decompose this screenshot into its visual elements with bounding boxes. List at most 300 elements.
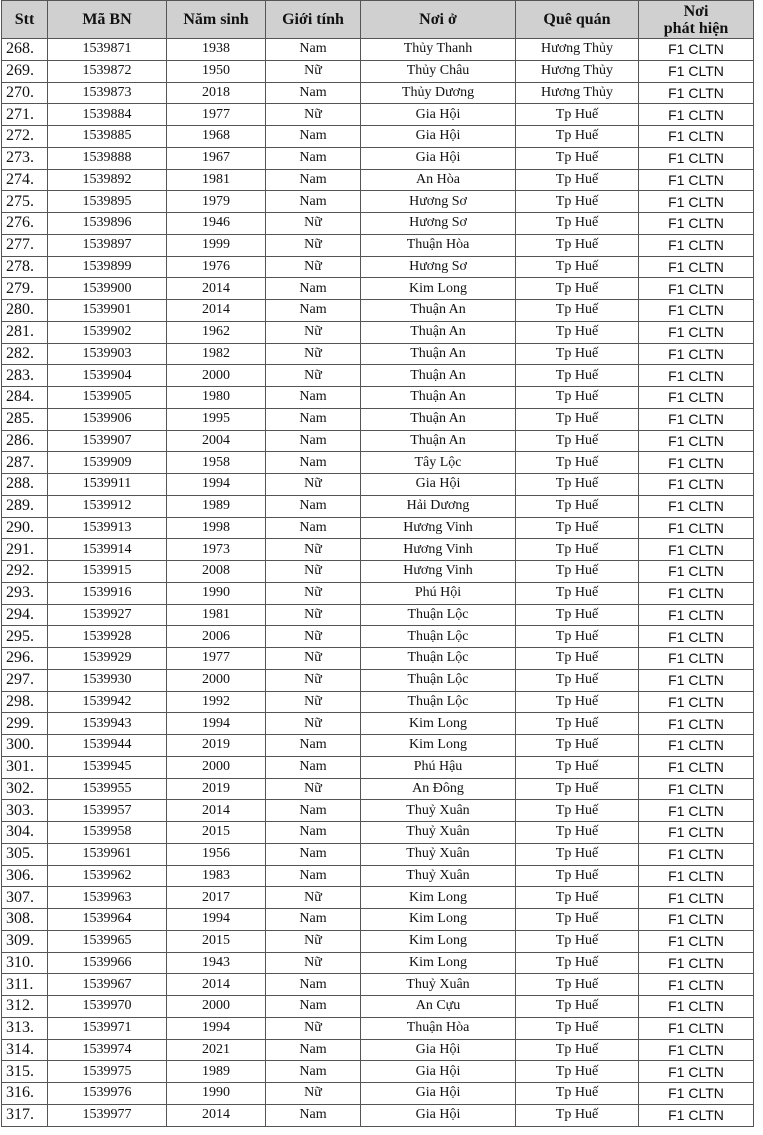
cell-nam-sinh: 1994 <box>167 713 266 735</box>
cell-ma-bn: 1539900 <box>48 278 167 300</box>
cell-ma-bn: 1539961 <box>48 843 167 865</box>
cell-noi-o: Hương Vinh <box>361 517 516 539</box>
cell-noi-o: Thuận Lộc <box>361 669 516 691</box>
cell-gioi-tinh: Nữ <box>266 1083 361 1105</box>
cell-que-quan: Tp Huế <box>516 147 639 169</box>
cell-gioi-tinh: Nữ <box>266 213 361 235</box>
cell-stt: 304. <box>2 822 48 844</box>
cell-nam-sinh: 1962 <box>167 321 266 343</box>
cell-gioi-tinh: Nữ <box>266 604 361 626</box>
cell-nam-sinh: 2000 <box>167 996 266 1018</box>
cell-nam-sinh: 1950 <box>167 60 266 82</box>
cell-stt: 284. <box>2 387 48 409</box>
cell-noi-o: Hương Sơ <box>361 191 516 213</box>
cell-noi-phat-hien: F1 CLTN <box>639 648 754 670</box>
cell-noi-o: Hương Vinh <box>361 539 516 561</box>
cell-stt: 292. <box>2 561 48 583</box>
table-row <box>2 691 754 713</box>
cell-noi-phat-hien: F1 CLTN <box>639 408 754 430</box>
cell-ma-bn: 1539970 <box>48 996 167 1018</box>
cell-gioi-tinh: Nam <box>266 800 361 822</box>
cell-noi-o: Thuỷ Xuân <box>361 800 516 822</box>
cell-noi-phat-hien: F1 CLTN <box>639 387 754 409</box>
cell-stt: 286. <box>2 430 48 452</box>
cell-noi-phat-hien: F1 CLTN <box>639 169 754 191</box>
cell-ma-bn: 1539966 <box>48 952 167 974</box>
table-row <box>2 996 754 1018</box>
cell-gioi-tinh: Nam <box>266 974 361 996</box>
cell-ma-bn: 1539896 <box>48 213 167 235</box>
table-row <box>2 974 754 996</box>
cell-ma-bn: 1539899 <box>48 256 167 278</box>
cell-ma-bn: 1539927 <box>48 604 167 626</box>
cell-nam-sinh: 1989 <box>167 1061 266 1083</box>
cell-noi-o: Gia Hội <box>361 147 516 169</box>
cell-que-quan: Tp Huế <box>516 213 639 235</box>
cell-noi-o: Gia Hội <box>361 126 516 148</box>
cell-que-quan: Tp Huế <box>516 1039 639 1061</box>
cell-noi-o: Gia Hội <box>361 104 516 126</box>
cell-que-quan: Tp Huế <box>516 756 639 778</box>
cell-que-quan: Tp Huế <box>516 1104 639 1126</box>
cell-nam-sinh: 2006 <box>167 626 266 648</box>
cell-nam-sinh: 1989 <box>167 495 266 517</box>
table-row <box>2 278 754 300</box>
cell-stt: 283. <box>2 365 48 387</box>
cell-gioi-tinh: Nam <box>266 39 361 61</box>
cell-stt: 307. <box>2 887 48 909</box>
cell-noi-phat-hien: F1 CLTN <box>639 735 754 757</box>
cell-ma-bn: 1539943 <box>48 713 167 735</box>
cell-gioi-tinh: Nữ <box>266 626 361 648</box>
cell-noi-phat-hien: F1 CLTN <box>639 452 754 474</box>
cell-nam-sinh: 2019 <box>167 778 266 800</box>
cell-ma-bn: 1539977 <box>48 1104 167 1126</box>
cell-que-quan: Tp Huế <box>516 626 639 648</box>
cell-ma-bn: 1539971 <box>48 1017 167 1039</box>
cell-stt: 315. <box>2 1061 48 1083</box>
cell-gioi-tinh: Nữ <box>266 365 361 387</box>
cell-noi-o: Gia Hội <box>361 1061 516 1083</box>
cell-ma-bn: 1539945 <box>48 756 167 778</box>
cell-nam-sinh: 1968 <box>167 126 266 148</box>
cell-nam-sinh: 2014 <box>167 1104 266 1126</box>
cell-ma-bn: 1539963 <box>48 887 167 909</box>
cell-nam-sinh: 2017 <box>167 887 266 909</box>
table-row <box>2 930 754 952</box>
cell-gioi-tinh: Nam <box>266 430 361 452</box>
cell-stt: 296. <box>2 648 48 670</box>
table-row <box>2 604 754 626</box>
table-row <box>2 843 754 865</box>
cell-noi-phat-hien: F1 CLTN <box>639 39 754 61</box>
cell-noi-o: Thuận An <box>361 321 516 343</box>
cell-noi-o: An Đông <box>361 778 516 800</box>
cell-ma-bn: 1539892 <box>48 169 167 191</box>
cell-gioi-tinh: Nam <box>266 517 361 539</box>
cell-stt: 276. <box>2 213 48 235</box>
cell-que-quan: Tp Huế <box>516 1017 639 1039</box>
cell-stt: 297. <box>2 669 48 691</box>
cell-ma-bn: 1539872 <box>48 60 167 82</box>
table-row <box>2 648 754 670</box>
cell-nam-sinh: 1994 <box>167 474 266 496</box>
cell-noi-o: Phú Hậu <box>361 756 516 778</box>
cell-stt: 282. <box>2 343 48 365</box>
cell-stt: 273. <box>2 147 48 169</box>
cell-noi-phat-hien: F1 CLTN <box>639 234 754 256</box>
cell-noi-phat-hien: F1 CLTN <box>639 1061 754 1083</box>
cell-gioi-tinh: Nữ <box>266 930 361 952</box>
table-row <box>2 865 754 887</box>
cell-gioi-tinh: Nữ <box>266 713 361 735</box>
table-row <box>2 387 754 409</box>
cell-nam-sinh: 2008 <box>167 561 266 583</box>
table-row <box>2 256 754 278</box>
cell-gioi-tinh: Nam <box>266 996 361 1018</box>
cell-ma-bn: 1539964 <box>48 909 167 931</box>
table-row <box>2 343 754 365</box>
cell-stt: 287. <box>2 452 48 474</box>
cell-nam-sinh: 1979 <box>167 191 266 213</box>
table-row <box>2 430 754 452</box>
cell-noi-o: Thủy Thanh <box>361 39 516 61</box>
cell-gioi-tinh: Nam <box>266 191 361 213</box>
cell-ma-bn: 1539944 <box>48 735 167 757</box>
table-row <box>2 213 754 235</box>
cell-stt: 289. <box>2 495 48 517</box>
cell-noi-o: Kim Long <box>361 735 516 757</box>
cell-nam-sinh: 1977 <box>167 648 266 670</box>
cell-ma-bn: 1539916 <box>48 582 167 604</box>
table-row <box>2 1017 754 1039</box>
cell-nam-sinh: 2018 <box>167 82 266 104</box>
cell-noi-o: Thuỷ Xuân <box>361 974 516 996</box>
cell-que-quan: Hương Thủy <box>516 39 639 61</box>
cell-nam-sinh: 1956 <box>167 843 266 865</box>
cell-stt: 272. <box>2 126 48 148</box>
cell-noi-o: Thủy Châu <box>361 60 516 82</box>
cell-noi-phat-hien: F1 CLTN <box>639 495 754 517</box>
cell-noi-phat-hien: F1 CLTN <box>639 669 754 691</box>
cell-ma-bn: 1539888 <box>48 147 167 169</box>
cell-noi-phat-hien: F1 CLTN <box>639 1083 754 1105</box>
cell-noi-phat-hien: F1 CLTN <box>639 60 754 82</box>
cell-gioi-tinh: Nam <box>266 735 361 757</box>
cell-gioi-tinh: Nữ <box>266 778 361 800</box>
cell-noi-phat-hien: F1 CLTN <box>639 561 754 583</box>
cell-noi-o: Thuận An <box>361 430 516 452</box>
cell-stt: 305. <box>2 843 48 865</box>
cell-que-quan: Tp Huế <box>516 430 639 452</box>
cell-gioi-tinh: Nữ <box>266 60 361 82</box>
cell-gioi-tinh: Nam <box>266 865 361 887</box>
table-row <box>2 452 754 474</box>
cell-noi-o: Kim Long <box>361 952 516 974</box>
table-row <box>2 82 754 104</box>
cell-nam-sinh: 1994 <box>167 909 266 931</box>
cell-que-quan: Tp Huế <box>516 517 639 539</box>
cell-ma-bn: 1539929 <box>48 648 167 670</box>
cell-noi-phat-hien: F1 CLTN <box>639 126 754 148</box>
cell-gioi-tinh: Nam <box>266 452 361 474</box>
cell-ma-bn: 1539885 <box>48 126 167 148</box>
cell-que-quan: Tp Huế <box>516 822 639 844</box>
cell-nam-sinh: 2000 <box>167 756 266 778</box>
table-row <box>2 713 754 735</box>
cell-noi-phat-hien: F1 CLTN <box>639 365 754 387</box>
table-row <box>2 756 754 778</box>
cell-ma-bn: 1539884 <box>48 104 167 126</box>
cell-nam-sinh: 2015 <box>167 822 266 844</box>
cell-stt: 278. <box>2 256 48 278</box>
cell-noi-o: Thuận An <box>361 408 516 430</box>
cell-ma-bn: 1539930 <box>48 669 167 691</box>
cell-stt: 269. <box>2 60 48 82</box>
cell-nam-sinh: 1958 <box>167 452 266 474</box>
header-row <box>2 1 754 39</box>
table-row <box>2 1061 754 1083</box>
cell-noi-phat-hien: F1 CLTN <box>639 626 754 648</box>
cell-gioi-tinh: Nữ <box>266 648 361 670</box>
table-row <box>2 169 754 191</box>
cell-que-quan: Tp Huế <box>516 800 639 822</box>
cell-ma-bn: 1539928 <box>48 626 167 648</box>
cell-noi-phat-hien: F1 CLTN <box>639 1104 754 1126</box>
cell-que-quan: Tp Huế <box>516 1083 639 1105</box>
cell-noi-o: Thuận An <box>361 387 516 409</box>
cell-nam-sinh: 1994 <box>167 1017 266 1039</box>
table-row <box>2 300 754 322</box>
header-nam-sinh: Năm sinh <box>167 1 266 39</box>
cell-nam-sinh: 2014 <box>167 300 266 322</box>
table-row <box>2 1104 754 1126</box>
cell-noi-phat-hien: F1 CLTN <box>639 474 754 496</box>
table-row <box>2 778 754 800</box>
cell-ma-bn: 1539907 <box>48 430 167 452</box>
cell-noi-phat-hien: F1 CLTN <box>639 343 754 365</box>
table-row <box>2 408 754 430</box>
cell-que-quan: Tp Huế <box>516 278 639 300</box>
cell-nam-sinh: 2004 <box>167 430 266 452</box>
cell-que-quan: Tp Huế <box>516 234 639 256</box>
cell-gioi-tinh: Nữ <box>266 343 361 365</box>
cell-gioi-tinh: Nam <box>266 408 361 430</box>
cell-nam-sinh: 2021 <box>167 1039 266 1061</box>
cell-noi-phat-hien: F1 CLTN <box>639 256 754 278</box>
cell-gioi-tinh: Nữ <box>266 561 361 583</box>
table-row <box>2 1083 754 1105</box>
cell-ma-bn: 1539958 <box>48 822 167 844</box>
cell-ma-bn: 1539897 <box>48 234 167 256</box>
cell-que-quan: Tp Huế <box>516 1061 639 1083</box>
header-que-quan: Quê quán <box>516 1 639 39</box>
cell-ma-bn: 1539915 <box>48 561 167 583</box>
cell-stt: 271. <box>2 104 48 126</box>
cell-gioi-tinh: Nam <box>266 909 361 931</box>
header-stt: Stt <box>2 1 48 39</box>
cell-noi-phat-hien: F1 CLTN <box>639 713 754 735</box>
cell-noi-phat-hien: F1 CLTN <box>639 278 754 300</box>
cell-noi-phat-hien: F1 CLTN <box>639 865 754 887</box>
cell-noi-o: Thuỷ Xuân <box>361 865 516 887</box>
cell-noi-phat-hien: F1 CLTN <box>639 213 754 235</box>
cell-noi-phat-hien: F1 CLTN <box>639 996 754 1018</box>
cell-que-quan: Tp Huế <box>516 909 639 931</box>
cell-que-quan: Tp Huế <box>516 582 639 604</box>
table-header <box>2 1 754 39</box>
cell-stt: 316. <box>2 1083 48 1105</box>
table-row <box>2 191 754 213</box>
cell-stt: 285. <box>2 408 48 430</box>
cell-nam-sinh: 1981 <box>167 169 266 191</box>
cell-nam-sinh: 1977 <box>167 104 266 126</box>
cell-noi-phat-hien: F1 CLTN <box>639 887 754 909</box>
cell-gioi-tinh: Nam <box>266 1039 361 1061</box>
cell-gioi-tinh: Nam <box>266 147 361 169</box>
cell-noi-phat-hien: F1 CLTN <box>639 104 754 126</box>
cell-nam-sinh: 2014 <box>167 800 266 822</box>
cell-noi-o: Thuận Lộc <box>361 648 516 670</box>
cell-que-quan: Tp Huế <box>516 321 639 343</box>
cell-gioi-tinh: Nam <box>266 756 361 778</box>
cell-que-quan: Hương Thủy <box>516 82 639 104</box>
cell-que-quan: Tp Huế <box>516 126 639 148</box>
cell-noi-o: Hải Dương <box>361 495 516 517</box>
cell-nam-sinh: 1990 <box>167 1083 266 1105</box>
table-row <box>2 104 754 126</box>
cell-noi-o: Gia Hội <box>361 1104 516 1126</box>
cell-noi-phat-hien: F1 CLTN <box>639 756 754 778</box>
table-row <box>2 39 754 61</box>
cell-noi-phat-hien: F1 CLTN <box>639 930 754 952</box>
cell-gioi-tinh: Nữ <box>266 691 361 713</box>
cell-nam-sinh: 1976 <box>167 256 266 278</box>
cell-noi-o: An Cựu <box>361 996 516 1018</box>
cell-nam-sinh: 1983 <box>167 865 266 887</box>
cell-que-quan: Tp Huế <box>516 495 639 517</box>
cell-stt: 281. <box>2 321 48 343</box>
cell-nam-sinh: 1995 <box>167 408 266 430</box>
cell-que-quan: Tp Huế <box>516 191 639 213</box>
cell-noi-o: Gia Hội <box>361 1083 516 1105</box>
cell-stt: 275. <box>2 191 48 213</box>
cell-noi-o: Thuận Lộc <box>361 604 516 626</box>
cell-gioi-tinh: Nam <box>266 822 361 844</box>
cell-noi-phat-hien: F1 CLTN <box>639 909 754 931</box>
cell-gioi-tinh: Nam <box>266 843 361 865</box>
cell-noi-o: Thuận Lộc <box>361 691 516 713</box>
cell-que-quan: Tp Huế <box>516 300 639 322</box>
cell-ma-bn: 1539871 <box>48 39 167 61</box>
cell-gioi-tinh: Nữ <box>266 887 361 909</box>
table-body <box>2 39 754 1127</box>
cell-stt: 268. <box>2 39 48 61</box>
cell-que-quan: Tp Huế <box>516 539 639 561</box>
cell-stt: 270. <box>2 82 48 104</box>
cell-stt: 293. <box>2 582 48 604</box>
table-row <box>2 669 754 691</box>
cell-nam-sinh: 1946 <box>167 213 266 235</box>
table-row <box>2 517 754 539</box>
cell-ma-bn: 1539965 <box>48 930 167 952</box>
cell-noi-phat-hien: F1 CLTN <box>639 800 754 822</box>
cell-nam-sinh: 1990 <box>167 582 266 604</box>
cell-stt: 279. <box>2 278 48 300</box>
cell-gioi-tinh: Nữ <box>266 582 361 604</box>
cell-noi-phat-hien: F1 CLTN <box>639 952 754 974</box>
cell-gioi-tinh: Nam <box>266 300 361 322</box>
cell-ma-bn: 1539873 <box>48 82 167 104</box>
cell-stt: 317. <box>2 1104 48 1126</box>
cell-noi-o: Thuận Hòa <box>361 1017 516 1039</box>
cell-que-quan: Tp Huế <box>516 996 639 1018</box>
cell-noi-o: Kim Long <box>361 278 516 300</box>
header-ma-bn: Mã BN <box>48 1 167 39</box>
cell-stt: 298. <box>2 691 48 713</box>
cell-noi-phat-hien: F1 CLTN <box>639 822 754 844</box>
cell-que-quan: Tp Huế <box>516 930 639 952</box>
cell-que-quan: Tp Huế <box>516 104 639 126</box>
cell-ma-bn: 1539975 <box>48 1061 167 1083</box>
cell-stt: 310. <box>2 952 48 974</box>
cell-noi-phat-hien: F1 CLTN <box>639 604 754 626</box>
cell-stt: 309. <box>2 930 48 952</box>
cell-noi-o: Hương Sơ <box>361 213 516 235</box>
cell-gioi-tinh: Nam <box>266 169 361 191</box>
cell-ma-bn: 1539905 <box>48 387 167 409</box>
cell-que-quan: Tp Huế <box>516 474 639 496</box>
cell-nam-sinh: 2019 <box>167 735 266 757</box>
table-row <box>2 909 754 931</box>
table-row <box>2 474 754 496</box>
cell-que-quan: Tp Huế <box>516 691 639 713</box>
cell-noi-phat-hien: F1 CLTN <box>639 82 754 104</box>
cell-nam-sinh: 1980 <box>167 387 266 409</box>
cell-que-quan: Tp Huế <box>516 387 639 409</box>
patient-table <box>1 0 754 1127</box>
cell-que-quan: Tp Huế <box>516 648 639 670</box>
cell-noi-phat-hien: F1 CLTN <box>639 1039 754 1061</box>
cell-noi-o: Thuận Hòa <box>361 234 516 256</box>
cell-noi-phat-hien: F1 CLTN <box>639 539 754 561</box>
cell-noi-o: Phú Hội <box>361 582 516 604</box>
cell-noi-o: Thuận An <box>361 300 516 322</box>
cell-nam-sinh: 1943 <box>167 952 266 974</box>
cell-noi-o: Kim Long <box>361 713 516 735</box>
cell-ma-bn: 1539909 <box>48 452 167 474</box>
cell-stt: 301. <box>2 756 48 778</box>
cell-gioi-tinh: Nam <box>266 126 361 148</box>
cell-noi-o: Thuỷ Xuân <box>361 843 516 865</box>
cell-stt: 314. <box>2 1039 48 1061</box>
cell-noi-phat-hien: F1 CLTN <box>639 778 754 800</box>
cell-nam-sinh: 1967 <box>167 147 266 169</box>
cell-ma-bn: 1539962 <box>48 865 167 887</box>
cell-gioi-tinh: Nữ <box>266 1017 361 1039</box>
header-noi-phat-hien-line2: phát hiện <box>663 19 729 37</box>
header-noi-phat-hien-line1: Nơi <box>683 2 709 20</box>
cell-gioi-tinh: Nữ <box>266 321 361 343</box>
cell-stt: 274. <box>2 169 48 191</box>
cell-stt: 311. <box>2 974 48 996</box>
cell-stt: 300. <box>2 735 48 757</box>
cell-stt: 303. <box>2 800 48 822</box>
cell-nam-sinh: 1973 <box>167 539 266 561</box>
cell-nam-sinh: 1992 <box>167 691 266 713</box>
cell-noi-phat-hien: F1 CLTN <box>639 300 754 322</box>
cell-stt: 288. <box>2 474 48 496</box>
